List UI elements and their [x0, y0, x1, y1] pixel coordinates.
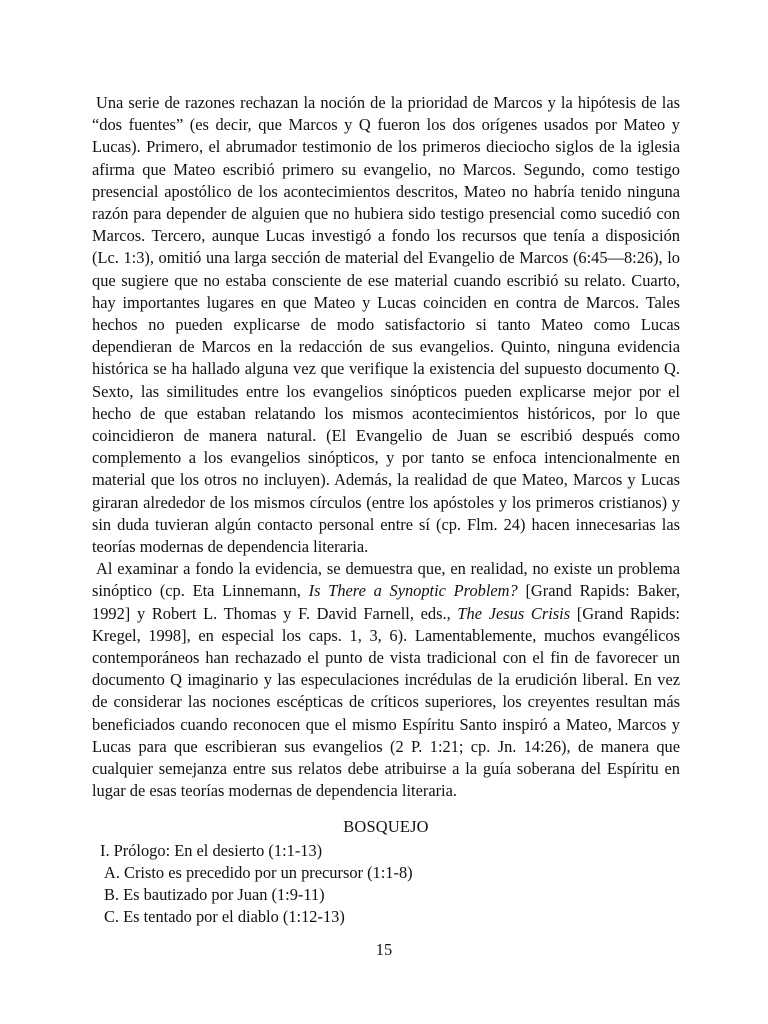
book-title-synoptic-problem: Is There a Synoptic Problem?: [308, 581, 518, 601]
body-text: [92, 92, 680, 929]
outline-item-precursor: A. Cristo es precedido por un precursor (1:1-8): [104, 862, 413, 882]
outline-heading: BOSQUEJO: [343, 816, 429, 836]
outline-list: [92, 840, 680, 929]
outline-item-baptism: B. Es bautizado por Juan (1:9-11): [104, 885, 325, 905]
paragraph-conclusion: [92, 558, 680, 802]
paragraph-conclusion-part-1: Al examinar a fondo la evidencia, se demuestra que, en realidad, no existe un problema sinóptico (cp. Eta Linnemann,: [92, 559, 680, 601]
page-number: 15: [375, 940, 393, 959]
outline-item-temptation: C. Es tentado por el diablo (1:12-13): [104, 907, 345, 927]
outline-item-prologue: I. Prólogo: En el desierto (1:1-13): [100, 840, 323, 860]
book-title-jesus-crisis: The Jesus Crisis: [457, 603, 571, 623]
paragraph-conclusion-part-3: [Grand Rapids: Kregel, 1998], en especial los caps. 1, 3, 6). Lamentablemente, muchos evangélicos contemporáneos han rechazado el punto de vista tradicional con el fin de favorecer un documento Q imaginario y las especulaciones incrédulas de la erudición liberal. En vez de considerar las nociones escépticas de críticos superiores, los creyentes resultan más beneficiados cuando reconocen que el mismo Espíritu Santo inspiró a Mateo, Marcos y Lucas para que escribieran sus evangelios (2 P. 1:21; cp. Jn. 14:26), de manera que cualquier semejanza entre sus relatos debe atribuirse a la guía soberana del Espíritu en lugar de esas teorías modernas de dependencia literaria.: [92, 603, 680, 801]
paragraph-reasons: Una serie de razones rechazan la noción de la prioridad de Marcos y la hipótesis de las “dos fuentes” (es decir, que Marcos y Q fueron los dos orígenes usados por Mateo y Lucas). Primero, el abrumador testimonio de los primeros dieciocho siglos de la iglesia afirma que Mateo escribió primero su evangelio, no Marcos. Segundo, como testigo presencial apostólico de los acontecimientos descritos, Mateo no habría tenido ninguna razón para depender de alguien que no hubiera sido testigo presencial como sucedió con Marcos. Tercero, aunque Lucas investigó a fondo los recursos que tenía a disposición (Lc. 1:3), omitió una larga sección de material del Evangelio de Marcos (6:45—8:26), lo que sugiere que no estaba consciente de ese material cuando escribió su relato. Cuarto, hay importantes lugares en que Mateo y Lucas coinciden en contra de Marcos. Tales hechos no pueden explicarse de modo satisfactorio si tanto Mateo como Lucas dependieran de Marcos en la redacción de sus evangelios. Quinto, ninguna evidencia histórica se ha hallado alguna vez que verifique la existencia del supuesto documento Q. Sexto, las similitudes entre los evangelios sinópticos pueden explicarse mejor por el hecho de que estaban relatando los mismos acontecimientos históricos, por lo que coincidieron de manera natural. (El Evangelio de Juan se escribió después como complemento a los evangelios sinópticos, y por tanto se enfoca intencionalmente en material que los otros no incluyen). Además, la realidad de que Mateo, Marcos y Lucas giraran alrededor de los mismos círculos (entre los apóstoles y los primeros cristianos) y sin duda tuvieran algún contacto personal entre sí (cp. Flm. 24) hacen innecesarias las teorías modernas de dependencia literaria.: [92, 93, 680, 557]
paragraph-conclusion-part-2: [Grand Rapids: Baker, 1992] y Robert L. Thomas y F. David Farnell, eds.,: [92, 581, 680, 623]
